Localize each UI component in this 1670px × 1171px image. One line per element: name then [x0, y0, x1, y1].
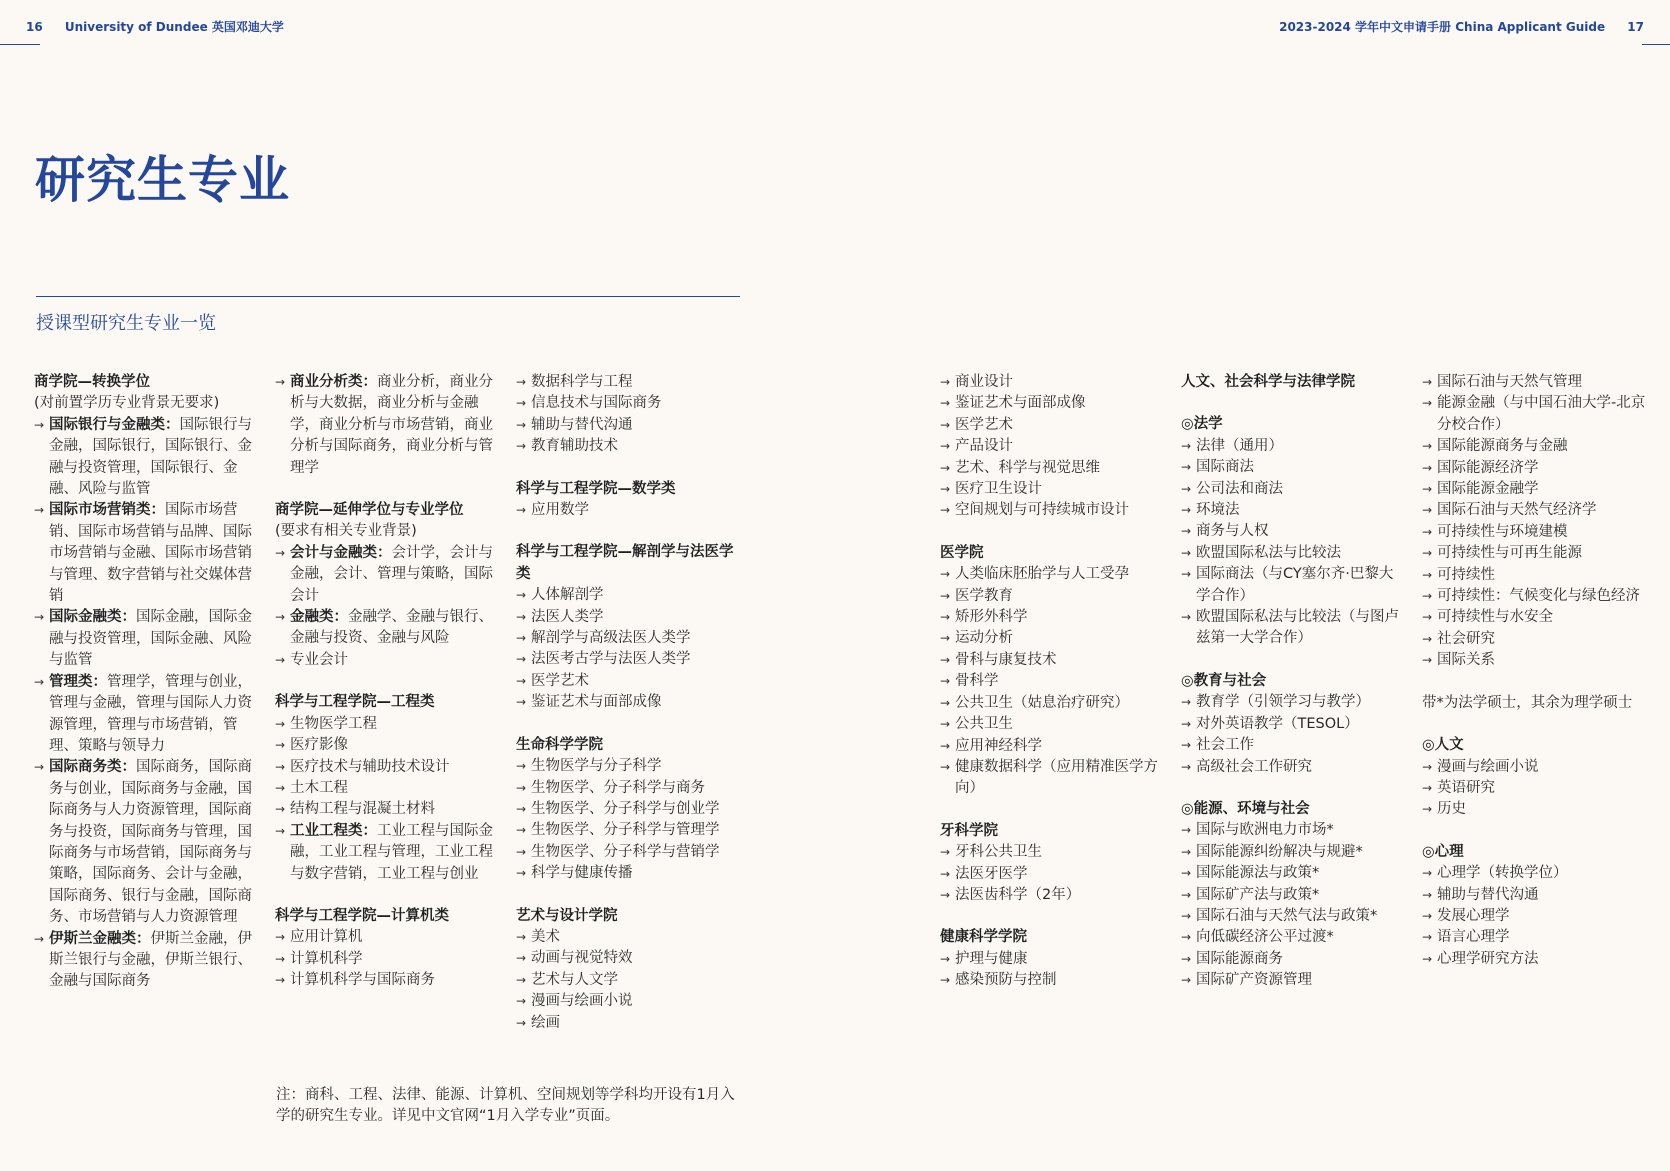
program-section: [1422, 372, 1650, 672]
program-list: [940, 842, 1162, 906]
program-item: [940, 564, 1162, 585]
section-heading: 商学院—延伸学位与专业学位: [275, 502, 464, 519]
program-category: 国际银行与金融类：: [49, 416, 180, 433]
program-name: 法律（通用）: [1196, 437, 1283, 454]
program-section: [516, 479, 746, 522]
program-item: [1181, 906, 1403, 927]
program-name: 医学教育: [955, 587, 1013, 604]
program-name: 公共卫生（姑息治疗研究）: [955, 694, 1129, 711]
program-item: [516, 628, 746, 649]
program-name: 社会研究: [1437, 630, 1495, 647]
program-section: [275, 906, 497, 992]
program-name: 医疗影像: [290, 737, 348, 754]
program-name: 国际商法（与CY塞尔齐·巴黎大学合作）: [1196, 566, 1394, 604]
program-name: 法医牙医学: [955, 865, 1028, 882]
program-name: 护理与健康: [955, 950, 1028, 967]
program-name: 语言心理学: [1437, 929, 1510, 946]
program-name: 国际商法: [1196, 459, 1254, 476]
program-item: [940, 885, 1162, 906]
program-item: [34, 500, 256, 607]
program-name: 矫形外科学: [955, 609, 1028, 626]
program-item: [1181, 692, 1403, 713]
program-name: 应用数学: [531, 502, 589, 519]
program-name: 鉴证艺术与面部成像: [955, 395, 1086, 412]
program-name: 英语研究: [1437, 779, 1495, 796]
program-item: [516, 692, 746, 713]
left-page-number: 16: [26, 20, 43, 34]
program-name: 艺术与人文学: [531, 971, 618, 988]
program-name: 国际石油与天然气经济学: [1437, 502, 1597, 519]
program-item: [516, 671, 746, 692]
program-name: 会计学，会计与金融，会计、管理与策略，国际会计: [290, 544, 493, 604]
program-name: 国际市场营销、国际市场营销与品牌、国际市场营销与金融、国际市场营销与管理、数字营销与社交媒体营销: [49, 502, 252, 605]
program-item: [516, 778, 746, 799]
program-name: 运动分析: [955, 630, 1013, 647]
program-name: 医学艺术: [531, 672, 589, 689]
program-item: [940, 842, 1162, 863]
program-item: [1422, 543, 1650, 564]
program-name: 国际与欧洲电力市场*: [1196, 822, 1334, 839]
program-name: 国际矿产法与政策*: [1196, 886, 1320, 903]
program-list: [516, 756, 746, 884]
section-heading: ◎能源、环境与社会: [1181, 800, 1310, 817]
program-name: 专业会计: [290, 651, 348, 668]
program-name: 法医考古学与法医人类学: [531, 651, 691, 668]
section-heading: 牙科学院: [940, 822, 998, 839]
program-item: [1181, 949, 1403, 970]
left-running-title: University of Dundee 英国邓迪大学: [64, 20, 284, 34]
program-item: [1422, 757, 1650, 778]
program-name: 法医人类学: [531, 608, 604, 625]
program-list: [516, 500, 746, 521]
program-item: [275, 799, 497, 820]
program-item: [940, 671, 1162, 692]
program-list: [940, 372, 1162, 522]
program-name: 商业分析，商业分析与大数据，商业分析与金融学，商业分析与市场营销，商业分析与国际商务，商业分析与管理学: [290, 374, 493, 476]
section-heading: 商学院—转换学位: [34, 374, 150, 390]
section-note: (对前置学历专业背景无要求): [34, 395, 220, 412]
program-name: 心理学研究方法: [1437, 950, 1539, 967]
program-name: 国际商务，国际商务与创业，国际商务与金融，国际商务与人力资源管理，国际商务与投资，国际商务与管理，国际商务与市场营销，国际商务与策略，国际商务、会计与金融，国际商务、银行与金融，国际商务、市场营销与人力资源管理: [49, 759, 252, 926]
program-item: [516, 607, 746, 628]
section-heading: ◎心理: [1422, 843, 1464, 860]
program-section: [1181, 372, 1403, 393]
program-item: [1422, 372, 1650, 393]
program-item: [275, 714, 497, 735]
program-name: 生物医学、分子科学与商务: [531, 779, 705, 796]
section-heading: 科学与工程学院—解剖学与法医学类: [516, 544, 734, 582]
section-heading: 科学与工程学院—数学类: [516, 480, 676, 497]
program-name: 环境法: [1196, 502, 1240, 519]
right-page-header: [1279, 18, 1644, 35]
program-item: [940, 458, 1162, 479]
program-list: [1181, 692, 1403, 778]
program-name: 高级社会工作研究: [1196, 758, 1312, 775]
program-category: 伊斯兰金融类：: [49, 930, 151, 947]
program-name: 国际能源商务与金融: [1437, 438, 1568, 455]
program-item: [940, 479, 1162, 500]
program-item: [940, 436, 1162, 457]
program-name: 艺术、科学与视觉思维: [955, 459, 1100, 476]
program-name: 教育学（引领学习与教学）: [1196, 694, 1370, 711]
section-heading: 人文、社会科学与法律学院: [1181, 374, 1355, 390]
program-name: 土木工程: [290, 779, 348, 796]
program-name: 空间规划与可持续城市设计: [955, 502, 1129, 519]
program-name: 生物医学与分子科学: [531, 758, 662, 775]
program-name: 结构工程与混凝土材料: [290, 801, 435, 818]
program-item: [940, 607, 1162, 628]
program-item: [275, 970, 497, 991]
program-name: 牙科公共卫生: [955, 844, 1042, 861]
program-item: [1181, 607, 1403, 650]
section-heading: 医学院: [940, 544, 984, 561]
program-section: [516, 906, 746, 1034]
program-item: [1422, 906, 1650, 927]
program-section: [940, 927, 1162, 991]
program-name: 动画与视觉特效: [531, 950, 633, 967]
program-item: [516, 842, 746, 863]
program-item: [1422, 607, 1650, 628]
program-item: [516, 863, 746, 884]
program-section: [940, 372, 1162, 522]
program-name: 国际能源纠纷解决与规避*: [1196, 843, 1363, 860]
program-item: [940, 693, 1162, 714]
program-name: 商务与人权: [1196, 523, 1269, 540]
section-heading: ◎人文: [1422, 737, 1464, 754]
program-name: 心理学（转换学位）: [1437, 865, 1568, 882]
program-item: [1422, 393, 1650, 436]
program-item: [1181, 714, 1403, 735]
program-name: 向低碳经济公平过渡*: [1196, 929, 1334, 946]
program-item: [940, 757, 1162, 800]
program-list: [516, 927, 746, 1034]
program-item: [1422, 586, 1650, 607]
program-name: 产品设计: [955, 438, 1013, 455]
program-list: [275, 543, 497, 671]
program-name: 应用计算机: [290, 929, 363, 946]
right-page-number: 17: [1627, 20, 1644, 34]
program-item: [516, 948, 746, 969]
program-item: [516, 649, 746, 670]
program-name: 数据科学与工程: [531, 374, 633, 390]
program-name: 科学与健康传播: [531, 865, 633, 882]
program-category: 金融类：: [290, 609, 348, 626]
program-item: [1181, 735, 1403, 756]
program-item: [516, 415, 746, 436]
program-item: [516, 436, 746, 457]
program-section: [940, 543, 1162, 800]
program-item: [34, 415, 256, 501]
program-name: 社会工作: [1196, 737, 1254, 754]
program-category: 会计与金融类：: [290, 544, 392, 561]
program-section: [516, 372, 746, 458]
program-item: [940, 415, 1162, 436]
program-item: [940, 586, 1162, 607]
program-name: 健康数据科学（应用精准医学方向）: [955, 758, 1158, 797]
program-item: [940, 650, 1162, 671]
program-item: [1181, 457, 1403, 478]
program-item: [940, 714, 1162, 735]
program-name: 医学艺术: [955, 416, 1013, 433]
program-item: [516, 393, 746, 414]
program-category: 国际金融类：: [49, 609, 136, 626]
program-item: [940, 393, 1162, 414]
program-item: [1181, 543, 1403, 564]
program-item: [1181, 436, 1403, 457]
program-section: [275, 692, 497, 885]
program-name: 计算机科学: [290, 950, 363, 967]
program-section: [516, 735, 746, 885]
program-item: [1181, 521, 1403, 542]
program-list: [1422, 757, 1650, 821]
section-subtitle: 授课型研究生专业一览: [36, 313, 216, 334]
program-list: [275, 927, 497, 991]
program-name: 生物医学、分子科学与管理学: [531, 822, 720, 839]
program-list: [1181, 436, 1403, 650]
program-name: 金融学、金融与银行、金融与投资、金融与风险: [290, 609, 493, 647]
program-section: [34, 372, 256, 993]
program-item: [275, 607, 497, 650]
program-list: [516, 585, 746, 713]
program-item: [1181, 885, 1403, 906]
program-name: 国际金融，国际金融与投资管理，国际金融、风险与监管: [49, 609, 252, 669]
program-item: [516, 820, 746, 841]
program-category: 国际商务类：: [49, 759, 136, 776]
program-name: 国际能源法与政策*: [1196, 865, 1320, 882]
program-name: 医疗卫生设计: [955, 481, 1042, 498]
program-item: [1422, 885, 1650, 906]
program-item: [1422, 458, 1650, 479]
program-list: [1422, 863, 1650, 970]
program-name: 医疗技术与辅助技术设计: [290, 758, 450, 775]
program-name: 能源金融（与中国石油大学-北京分校合作）: [1437, 395, 1646, 433]
program-name: 绘画: [531, 1014, 560, 1031]
program-item: [275, 949, 497, 970]
program-list: [516, 372, 746, 458]
program-item: [1181, 564, 1403, 607]
program-item: [1422, 436, 1650, 457]
program-category: 管理类：: [49, 673, 107, 690]
program-item: [516, 970, 746, 991]
program-name: 可持续性与可再生能源: [1437, 545, 1582, 562]
column-2: [275, 372, 497, 992]
program-name: 骨科与康复技术: [955, 651, 1057, 668]
program-item: [516, 500, 746, 521]
program-section: [1422, 693, 1650, 714]
program-item: [516, 799, 746, 820]
column-6: [1422, 372, 1650, 970]
program-item: [940, 949, 1162, 970]
program-name: 漫画与绘画小说: [1437, 758, 1539, 775]
program-list: [275, 714, 497, 885]
program-section: [516, 542, 746, 713]
program-name: 可持续性: [1437, 566, 1495, 583]
program-item: [34, 929, 256, 993]
program-item: [1181, 479, 1403, 500]
program-name: 骨科学: [955, 673, 999, 690]
footnote: 注：商科、工程、法律、能源、计算机、空间规划等学科均开设有1月入学的研究生专业。详见中文官网“1月入学专业”页面。: [276, 1087, 735, 1125]
program-item: [516, 991, 746, 1012]
program-item: [1181, 842, 1403, 863]
section-heading: ◎教育与社会: [1181, 672, 1267, 689]
program-name: 管理学，管理与创业，管理与金融，管理与国际人力资源管理，管理与市场营销，管理、策略与领导力: [49, 673, 252, 754]
section-heading: 科学与工程学院—计算机类: [275, 907, 449, 924]
program-item: [1181, 970, 1403, 991]
program-name: 国际能源经济学: [1437, 459, 1539, 476]
program-name: 可持续性与环境建模: [1437, 523, 1568, 540]
program-item: [275, 927, 497, 948]
program-item: [516, 585, 746, 606]
program-name: 公司法和商法: [1196, 480, 1283, 497]
program-list: [1181, 820, 1403, 991]
program-item: [940, 864, 1162, 885]
program-name: 国际能源金融学: [1437, 481, 1539, 498]
program-name: 公共卫生: [955, 716, 1013, 733]
program-item: [1422, 650, 1650, 671]
program-name: 商业设计: [955, 374, 1013, 390]
program-item: [940, 500, 1162, 521]
program-item: [275, 650, 497, 671]
program-item: [1422, 863, 1650, 884]
program-name: 生物医学、分子科学与营销学: [531, 843, 720, 860]
program-name: 感染预防与控制: [955, 972, 1057, 989]
program-name: 生物医学工程: [290, 715, 377, 732]
program-section: [1181, 799, 1403, 992]
program-name: 国际石油与天然气管理: [1437, 374, 1582, 390]
program-item: [516, 927, 746, 948]
program-category: 商业分析类：: [290, 374, 377, 390]
program-item: [1422, 479, 1650, 500]
section-note: (要求有相关专业背景): [275, 523, 417, 540]
program-category: 国际市场营销类：: [49, 502, 165, 519]
program-item: [275, 543, 497, 607]
program-section: [275, 500, 497, 671]
program-name: 国际矿产资源管理: [1196, 972, 1312, 989]
program-item: [1181, 863, 1403, 884]
program-item: [275, 372, 497, 479]
program-item: [34, 672, 256, 758]
section-heading: ◎法学: [1181, 416, 1223, 433]
program-item: [34, 607, 256, 671]
program-item: [1422, 500, 1650, 521]
program-item: [275, 778, 497, 799]
program-item: [1422, 629, 1650, 650]
right-running-title: 2023-2024 学年中文申请手册 China Applicant Guide: [1279, 20, 1606, 34]
program-item: [940, 970, 1162, 991]
program-section: [1181, 414, 1403, 649]
section-heading: 艺术与设计学院: [516, 907, 618, 924]
program-name: 应用神经科学: [955, 737, 1042, 754]
program-name: 对外英语教学（TESOL）: [1196, 715, 1359, 732]
program-item: [940, 736, 1162, 757]
program-item: [1422, 565, 1650, 586]
program-item: [1181, 820, 1403, 841]
program-name: 可持续性与水安全: [1437, 609, 1553, 626]
program-item: [1181, 500, 1403, 521]
program-item: [34, 757, 256, 928]
program-list: [1422, 372, 1650, 672]
program-name: 国际石油与天然气法与政策*: [1196, 907, 1378, 924]
program-name: 欧盟国际私法与比较法（与图卢兹第一大学合作）: [1196, 609, 1399, 647]
program-name: 历史: [1437, 801, 1466, 818]
program-section: [940, 821, 1162, 907]
program-name: 鉴证艺术与面部成像: [531, 694, 662, 711]
program-item: [275, 735, 497, 756]
program-item: [940, 628, 1162, 649]
program-name: 美术: [531, 928, 560, 945]
program-name: 生物医学、分子科学与创业学: [531, 800, 720, 817]
program-name: 漫画与绘画小说: [531, 993, 633, 1010]
program-name: 国际关系: [1437, 652, 1495, 669]
program-section: [1181, 671, 1403, 778]
program-section: [1422, 842, 1650, 970]
right-header-rule: [1642, 44, 1670, 45]
program-item: [275, 821, 497, 885]
section-heading: 生命科学学院: [516, 736, 603, 753]
program-name: 人类临床胚胎学与人工受孕: [955, 566, 1129, 583]
left-page-header: [26, 18, 284, 35]
program-name: 国际能源商务: [1196, 950, 1283, 967]
program-name: 伊斯兰金融，伊斯兰银行与金融，伊斯兰银行、金融与国际商务: [49, 930, 252, 990]
program-name: 欧盟国际私法与比较法: [1196, 544, 1341, 561]
program-list: [940, 564, 1162, 799]
program-list: [34, 415, 256, 993]
program-section: [1422, 735, 1650, 821]
program-name: 工业工程与国际金融，工业工程与管理，工业工程与数字营销，工业工程与创业: [290, 822, 493, 882]
program-item: [1422, 778, 1650, 799]
program-name: 发展心理学: [1437, 907, 1510, 924]
program-name: 辅助与替代沟通: [1437, 886, 1539, 903]
program-name: 信息技术与国际商务: [531, 395, 662, 412]
program-name: 计算机科学与国际商务: [290, 972, 435, 989]
program-item: [516, 372, 746, 393]
program-section: [275, 372, 497, 479]
program-item: [1422, 799, 1650, 820]
program-name: 可持续性：气候变化与绿色经济: [1437, 588, 1640, 605]
left-header-rule: [0, 44, 40, 45]
title-divider: [36, 296, 740, 297]
program-item: [1181, 757, 1403, 778]
column-1: [34, 372, 256, 993]
column-3: [516, 372, 746, 1034]
page-title: 研究生专业: [35, 151, 290, 209]
section-heading: 健康科学学院: [940, 929, 1027, 946]
program-category: 工业工程类：: [290, 822, 377, 839]
section-note: 带*为法学硕士，其余为理学硕士: [1422, 694, 1633, 711]
program-item: [1422, 522, 1650, 543]
program-list: [275, 372, 497, 479]
program-item: [1181, 927, 1403, 948]
program-name: 国际银行与金融，国际银行，国际银行、金融与投资管理，国际银行、金融、风险与监管: [49, 416, 252, 498]
program-item: [940, 372, 1162, 393]
program-name: 解剖学与高级法医人类学: [531, 630, 691, 647]
program-item: [275, 757, 497, 778]
column-4: [940, 372, 1162, 992]
section-heading: 科学与工程学院—工程类: [275, 694, 435, 711]
program-item: [1422, 927, 1650, 948]
program-item: [516, 756, 746, 777]
program-name: 教育辅助技术: [531, 438, 618, 455]
program-item: [1422, 949, 1650, 970]
column-5: [1181, 372, 1403, 992]
program-name: 人体解剖学: [531, 587, 604, 604]
program-name: 法医齿科学（2年）: [955, 886, 1081, 903]
program-list: [940, 949, 1162, 992]
program-item: [516, 1013, 746, 1034]
program-name: 辅助与替代沟通: [531, 416, 633, 433]
